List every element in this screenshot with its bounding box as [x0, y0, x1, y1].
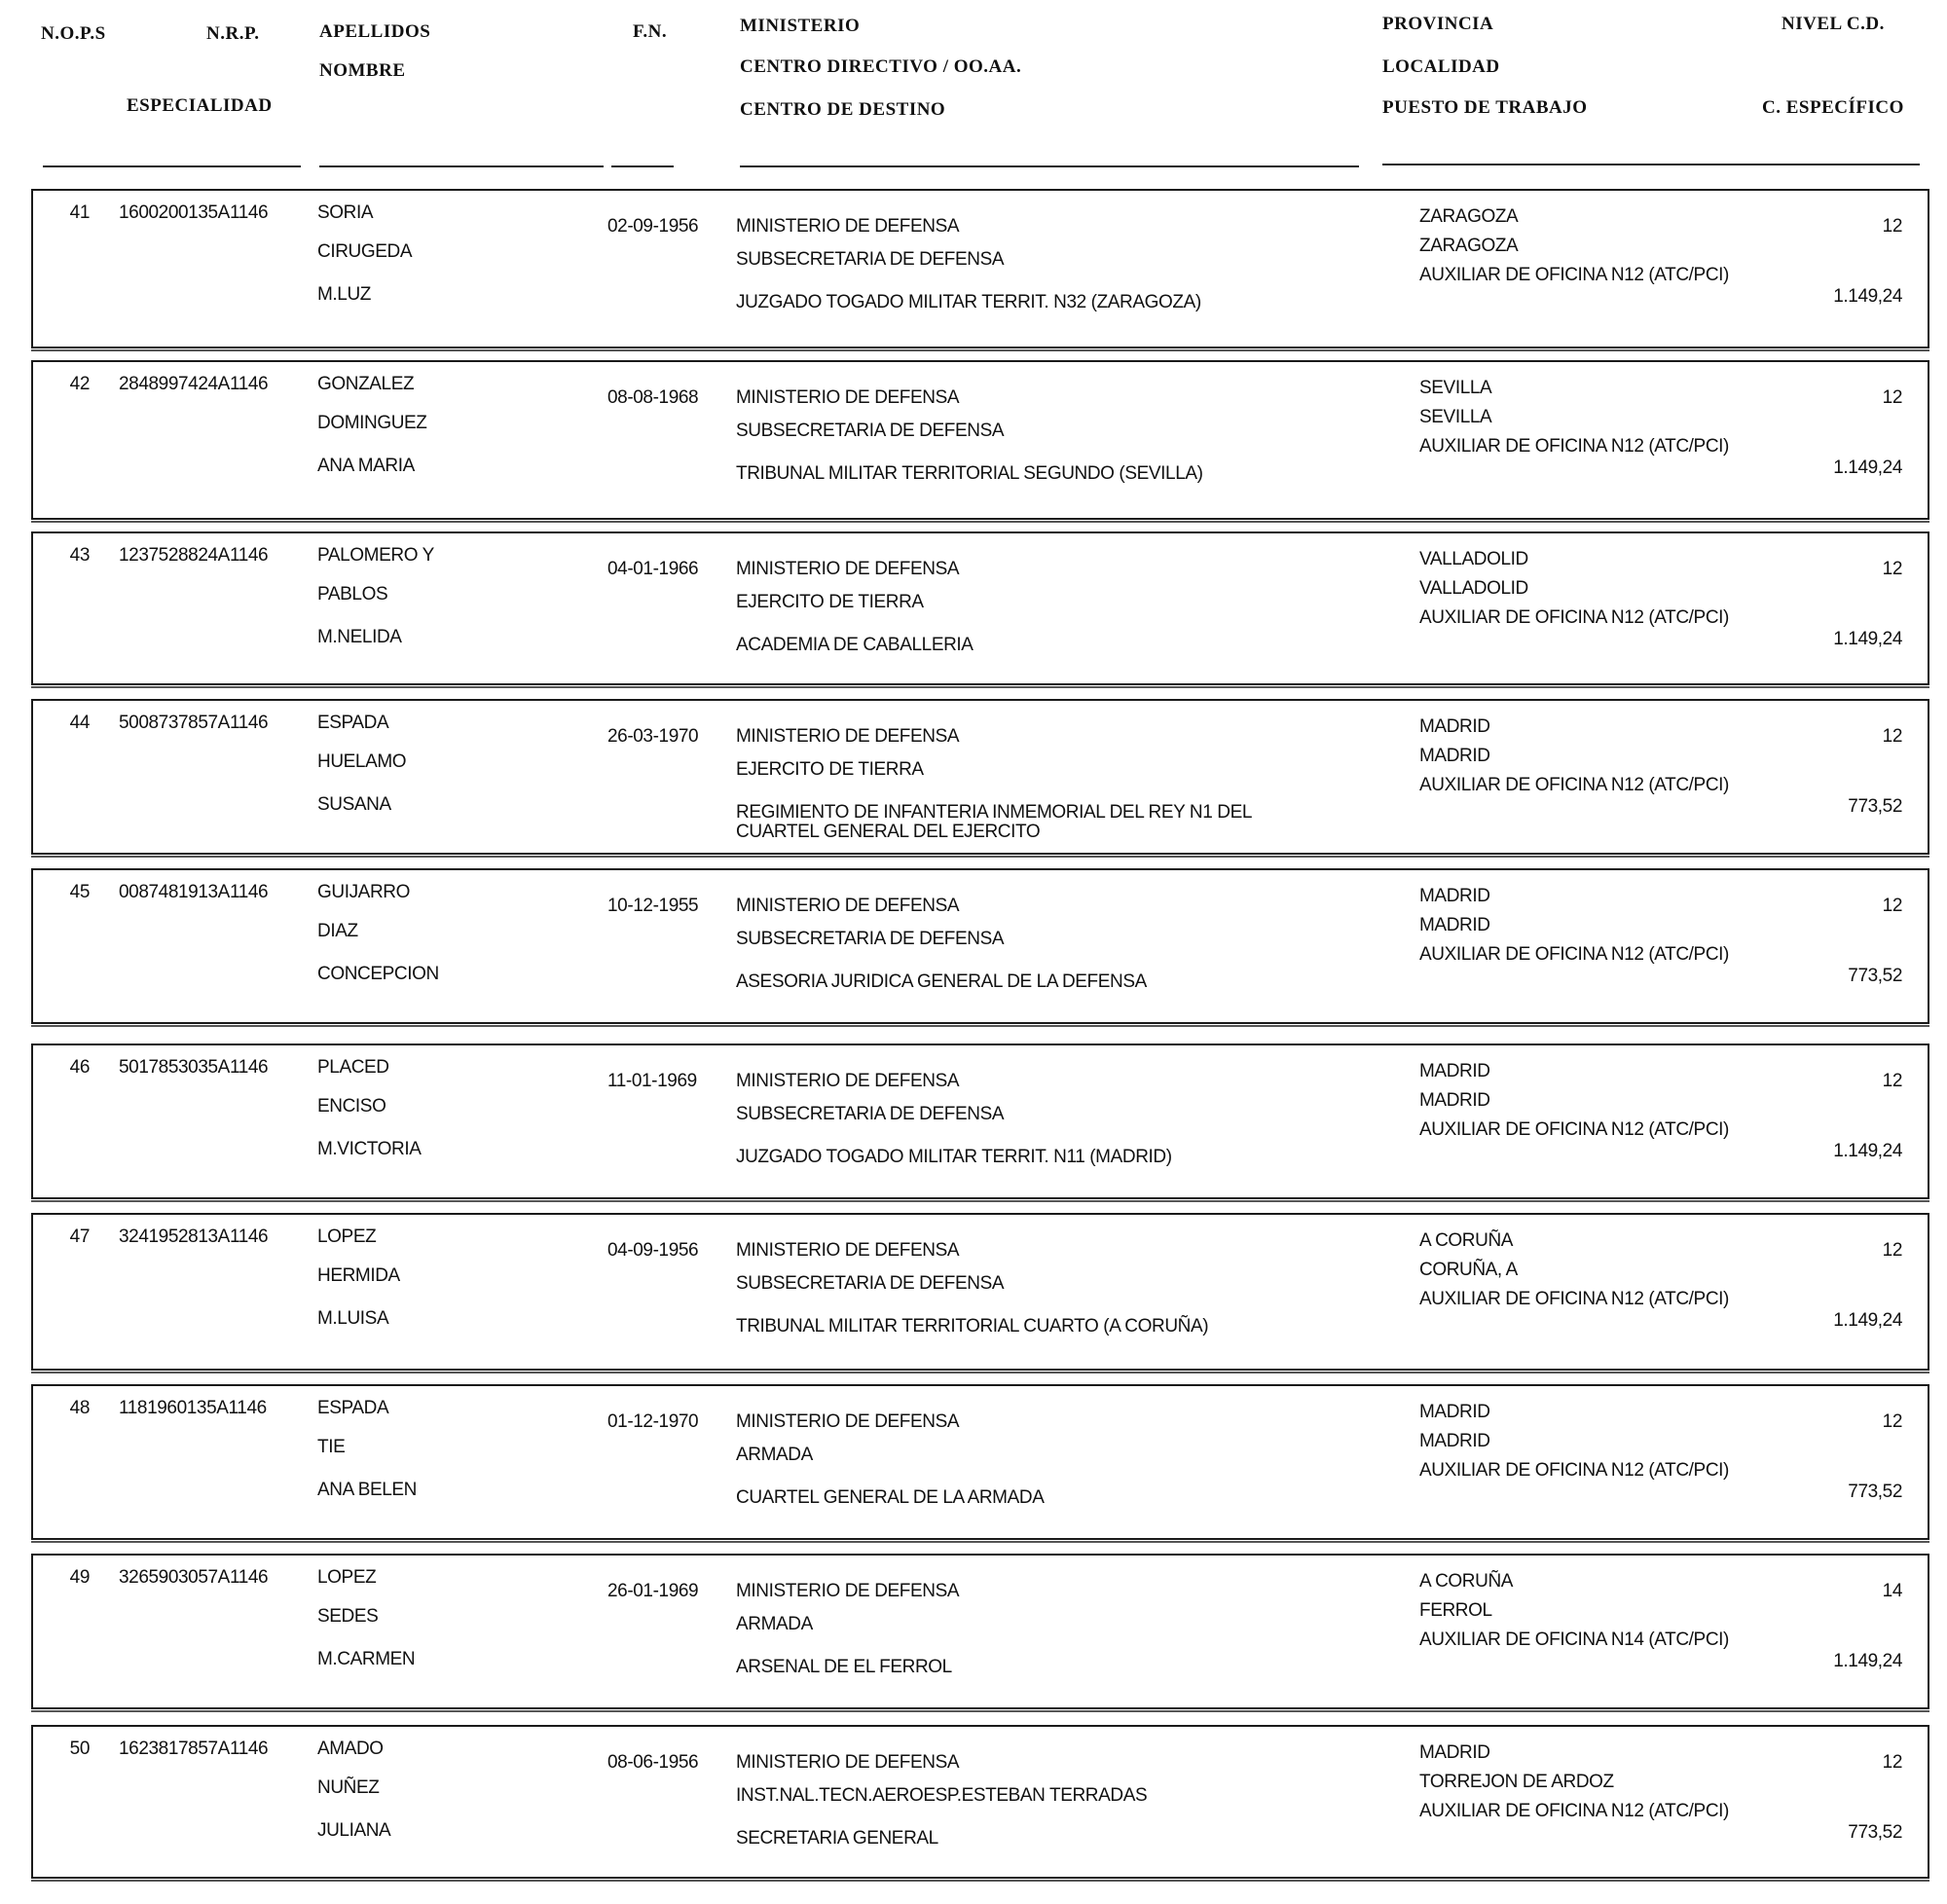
centro-destino: ACADEMIA DE CABALLERIA [736, 635, 974, 655]
centro-destino: SECRETARIA GENERAL [736, 1828, 938, 1849]
apellido1: PALOMERO Y [317, 545, 434, 566]
nivel-cd: 12 [1882, 896, 1902, 916]
centro-directivo: INST.NAL.TECN.AEROESP.ESTEBAN TERRADAS [736, 1785, 1148, 1806]
provincia: A CORUÑA [1419, 1230, 1514, 1251]
nombre: SUSANA [317, 794, 391, 815]
apellido2: DOMINGUEZ [317, 413, 427, 433]
nops: 45 [69, 882, 90, 902]
nops: 48 [69, 1398, 90, 1418]
localidad: TORREJON DE ARDOZ [1419, 1772, 1614, 1792]
nops: 50 [69, 1739, 90, 1759]
fecha-nacimiento: 26-03-1970 [607, 726, 699, 747]
nombre: ANA BELEN [317, 1480, 418, 1500]
apellido1: LOPEZ [317, 1227, 377, 1247]
localidad: ZARAGOZA [1419, 236, 1519, 256]
centro-directivo: EJERCITO DE TIERRA [736, 592, 924, 612]
header-especialidad: ESPECIALIDAD [127, 95, 273, 116]
complemento-especifico: 773,52 [1848, 1482, 1902, 1502]
complemento-especifico: 773,52 [1848, 796, 1902, 817]
apellido1: GUIJARRO [317, 882, 410, 902]
ministerio: MINISTERIO DE DEFENSA [736, 387, 960, 408]
apellido2: ENCISO [317, 1096, 386, 1117]
nops: 44 [69, 713, 90, 733]
nivel-cd: 12 [1882, 216, 1902, 237]
header-rule [611, 165, 674, 167]
centro-destino: ARSENAL DE EL FERROL [736, 1657, 952, 1677]
apellido1: LOPEZ [317, 1567, 377, 1588]
header-rule [740, 165, 1359, 167]
nivel-cd: 12 [1882, 726, 1902, 747]
nivel-cd: 12 [1882, 1411, 1902, 1432]
fecha-nacimiento: 02-09-1956 [607, 216, 699, 237]
apellido2: NUÑEZ [317, 1777, 380, 1798]
centro-destino: JUZGADO TOGADO MILITAR TERRIT. N32 (ZARAGOZA) [736, 292, 1201, 312]
nombre: M.CARMEN [317, 1649, 416, 1669]
nombre: CONCEPCION [317, 964, 439, 984]
centro-destino: ASESORIA JURIDICA GENERAL DE LA DEFENSA [736, 971, 1147, 992]
puesto-trabajo: AUXILIAR DE OFICINA N12 (ATC/PCI) [1419, 265, 1729, 285]
header-ministerio: MINISTERIO [740, 16, 861, 36]
header-fn: F.N. [633, 21, 668, 42]
nrp: 5017853035A1146 [119, 1057, 269, 1078]
fecha-nacimiento: 04-01-1966 [607, 559, 699, 579]
provincia: MADRID [1419, 716, 1490, 737]
localidad: SEVILLA [1419, 407, 1492, 427]
fecha-nacimiento: 11-01-1969 [607, 1071, 697, 1091]
nrp: 0087481913A1146 [119, 882, 269, 902]
puesto-trabajo: AUXILIAR DE OFICINA N12 (ATC/PCI) [1419, 1289, 1729, 1309]
nrp: 3241952813A1146 [119, 1227, 269, 1247]
provincia: A CORUÑA [1419, 1571, 1514, 1592]
record [31, 1384, 1929, 1540]
nivel-cd: 12 [1882, 1071, 1902, 1091]
nops: 47 [69, 1227, 90, 1247]
puesto-trabajo: AUXILIAR DE OFICINA N12 (ATC/PCI) [1419, 1801, 1729, 1821]
fecha-nacimiento: 10-12-1955 [607, 896, 699, 916]
nops: 41 [69, 202, 90, 223]
nrp: 1181960135A1146 [119, 1398, 267, 1418]
nombre: M.LUZ [317, 284, 372, 305]
header-nrp: N.R.P. [206, 23, 260, 44]
localidad: MADRID [1419, 915, 1490, 935]
header-provincia: PROVINCIA [1382, 14, 1494, 34]
centro-destino-line2: CUARTEL GENERAL DEL EJERCITO [736, 822, 1041, 842]
nrp: 2848997424A1146 [119, 374, 269, 394]
apellido2: CIRUGEDA [317, 241, 413, 262]
ministerio: MINISTERIO DE DEFENSA [736, 216, 960, 237]
record [31, 868, 1929, 1024]
ministerio: MINISTERIO DE DEFENSA [736, 1411, 960, 1432]
centro-directivo: SUBSECRETARIA DE DEFENSA [736, 249, 1005, 270]
puesto-trabajo: AUXILIAR DE OFICINA N14 (ATC/PCI) [1419, 1629, 1729, 1650]
provincia: MADRID [1419, 886, 1490, 906]
localidad: MADRID [1419, 1431, 1490, 1451]
header-puesto: PUESTO DE TRABAJO [1382, 97, 1588, 118]
centro-directivo: SUBSECRETARIA DE DEFENSA [736, 421, 1005, 441]
localidad: CORUÑA, A [1419, 1260, 1518, 1280]
provincia: MADRID [1419, 1402, 1490, 1422]
nombre: M.VICTORIA [317, 1139, 422, 1159]
centro-directivo: SUBSECRETARIA DE DEFENSA [736, 1104, 1005, 1124]
centro-directivo: SUBSECRETARIA DE DEFENSA [736, 929, 1005, 949]
ministerio: MINISTERIO DE DEFENSA [736, 1240, 960, 1261]
apellido2: PABLOS [317, 584, 388, 604]
apellido1: ESPADA [317, 713, 389, 733]
nombre: JULIANA [317, 1820, 391, 1841]
nivel-cd: 12 [1882, 1752, 1902, 1773]
record [31, 189, 1929, 348]
header-localidad: LOCALIDAD [1382, 56, 1500, 77]
record [31, 1213, 1929, 1371]
complemento-especifico: 1.149,24 [1833, 1310, 1902, 1331]
complemento-especifico: 1.149,24 [1833, 1141, 1902, 1161]
apellido1: GONZALEZ [317, 374, 415, 394]
record [31, 699, 1929, 855]
header-apellidos: APELLIDOS [319, 21, 431, 42]
apellido1: PLACED [317, 1057, 389, 1078]
fecha-nacimiento: 08-06-1956 [607, 1752, 699, 1773]
complemento-especifico: 1.149,24 [1833, 1651, 1902, 1671]
header-centro-directivo: CENTRO DIRECTIVO / OO.AA. [740, 56, 1022, 77]
provincia: MADRID [1419, 1742, 1490, 1763]
header-nops: N.O.P.S [41, 23, 106, 44]
header-rule [319, 165, 604, 167]
puesto-trabajo: AUXILIAR DE OFICINA N12 (ATC/PCI) [1419, 1119, 1729, 1140]
nops: 43 [69, 545, 90, 566]
record [31, 1725, 1929, 1879]
localidad: VALLADOLID [1419, 578, 1528, 599]
ministerio: MINISTERIO DE DEFENSA [736, 726, 960, 747]
complemento-especifico: 1.149,24 [1833, 458, 1902, 478]
apellido2: DIAZ [317, 921, 358, 941]
record [31, 360, 1929, 520]
nivel-cd: 12 [1882, 1240, 1902, 1261]
complemento-especifico: 773,52 [1848, 966, 1902, 986]
ministerio: MINISTERIO DE DEFENSA [736, 896, 960, 916]
nombre: M.LUISA [317, 1308, 389, 1329]
nops: 49 [69, 1567, 90, 1588]
nrp: 5008737857A1146 [119, 713, 269, 733]
puesto-trabajo: AUXILIAR DE OFICINA N12 (ATC/PCI) [1419, 436, 1729, 457]
puesto-trabajo: AUXILIAR DE OFICINA N12 (ATC/PCI) [1419, 944, 1729, 965]
localidad: MADRID [1419, 746, 1490, 766]
centro-destino: TRIBUNAL MILITAR TERRITORIAL CUARTO (A CORUÑA) [736, 1316, 1209, 1336]
centro-destino: TRIBUNAL MILITAR TERRITORIAL SEGUNDO (SEVILLA) [736, 463, 1203, 484]
ministerio: MINISTERIO DE DEFENSA [736, 559, 960, 579]
ministerio: MINISTERIO DE DEFENSA [736, 1581, 960, 1601]
nivel-cd: 14 [1882, 1581, 1902, 1601]
ministerio: MINISTERIO DE DEFENSA [736, 1752, 960, 1773]
header-nivel: NIVEL C.D. [1782, 14, 1885, 34]
header-nombre: NOMBRE [319, 60, 406, 81]
localidad: MADRID [1419, 1090, 1490, 1111]
centro-destino: REGIMIENTO DE INFANTERIA INMEMORIAL DEL REY N1 DEL [736, 802, 1253, 823]
nombre: M.NELIDA [317, 627, 402, 647]
centro-directivo: SUBSECRETARIA DE DEFENSA [736, 1273, 1005, 1294]
provincia: VALLADOLID [1419, 549, 1528, 569]
complemento-especifico: 1.149,24 [1833, 286, 1902, 307]
puesto-trabajo: AUXILIAR DE OFICINA N12 (ATC/PCI) [1419, 607, 1729, 628]
ministerio: MINISTERIO DE DEFENSA [736, 1071, 960, 1091]
centro-directivo: ARMADA [736, 1445, 813, 1465]
header-especifico: C. ESPECÍFICO [1762, 97, 1904, 118]
nivel-cd: 12 [1882, 559, 1902, 579]
centro-destino: JUZGADO TOGADO MILITAR TERRIT. N11 (MADRID) [736, 1147, 1172, 1167]
puesto-trabajo: AUXILIAR DE OFICINA N12 (ATC/PCI) [1419, 1460, 1729, 1481]
provincia: ZARAGOZA [1419, 206, 1519, 227]
nrp: 1237528824A1146 [119, 545, 269, 566]
centro-destino: CUARTEL GENERAL DE LA ARMADA [736, 1487, 1045, 1508]
apellido2: HERMIDA [317, 1265, 400, 1286]
fecha-nacimiento: 04-09-1956 [607, 1240, 699, 1261]
apellido2: TIE [317, 1437, 346, 1457]
nombre: ANA MARIA [317, 456, 415, 476]
fecha-nacimiento: 01-12-1970 [607, 1411, 699, 1432]
fecha-nacimiento: 08-08-1968 [607, 387, 699, 408]
nrp: 3265903057A1146 [119, 1567, 269, 1588]
centro-directivo: EJERCITO DE TIERRA [736, 759, 924, 780]
provincia: MADRID [1419, 1061, 1490, 1081]
nrp: 1623817857A1146 [119, 1739, 269, 1759]
localidad: FERROL [1419, 1600, 1492, 1621]
apellido1: AMADO [317, 1739, 384, 1759]
nrp: 1600200135A1146 [119, 202, 269, 223]
header-rule [1382, 164, 1920, 165]
centro-directivo: ARMADA [736, 1614, 813, 1634]
nivel-cd: 12 [1882, 387, 1902, 408]
record [31, 1044, 1929, 1199]
puesto-trabajo: AUXILIAR DE OFICINA N12 (ATC/PCI) [1419, 775, 1729, 795]
nops: 42 [69, 374, 90, 394]
complemento-especifico: 773,52 [1848, 1822, 1902, 1843]
apellido1: ESPADA [317, 1398, 389, 1418]
apellido2: HUELAMO [317, 751, 407, 772]
record [31, 531, 1929, 685]
provincia: SEVILLA [1419, 378, 1492, 398]
nops: 46 [69, 1057, 90, 1078]
fecha-nacimiento: 26-01-1969 [607, 1581, 699, 1601]
header-rule [43, 165, 301, 167]
record [31, 1554, 1929, 1709]
apellido1: SORIA [317, 202, 374, 223]
header-centro-destino: CENTRO DE DESTINO [740, 99, 946, 120]
apellido2: SEDES [317, 1606, 379, 1627]
complemento-especifico: 1.149,24 [1833, 629, 1902, 649]
